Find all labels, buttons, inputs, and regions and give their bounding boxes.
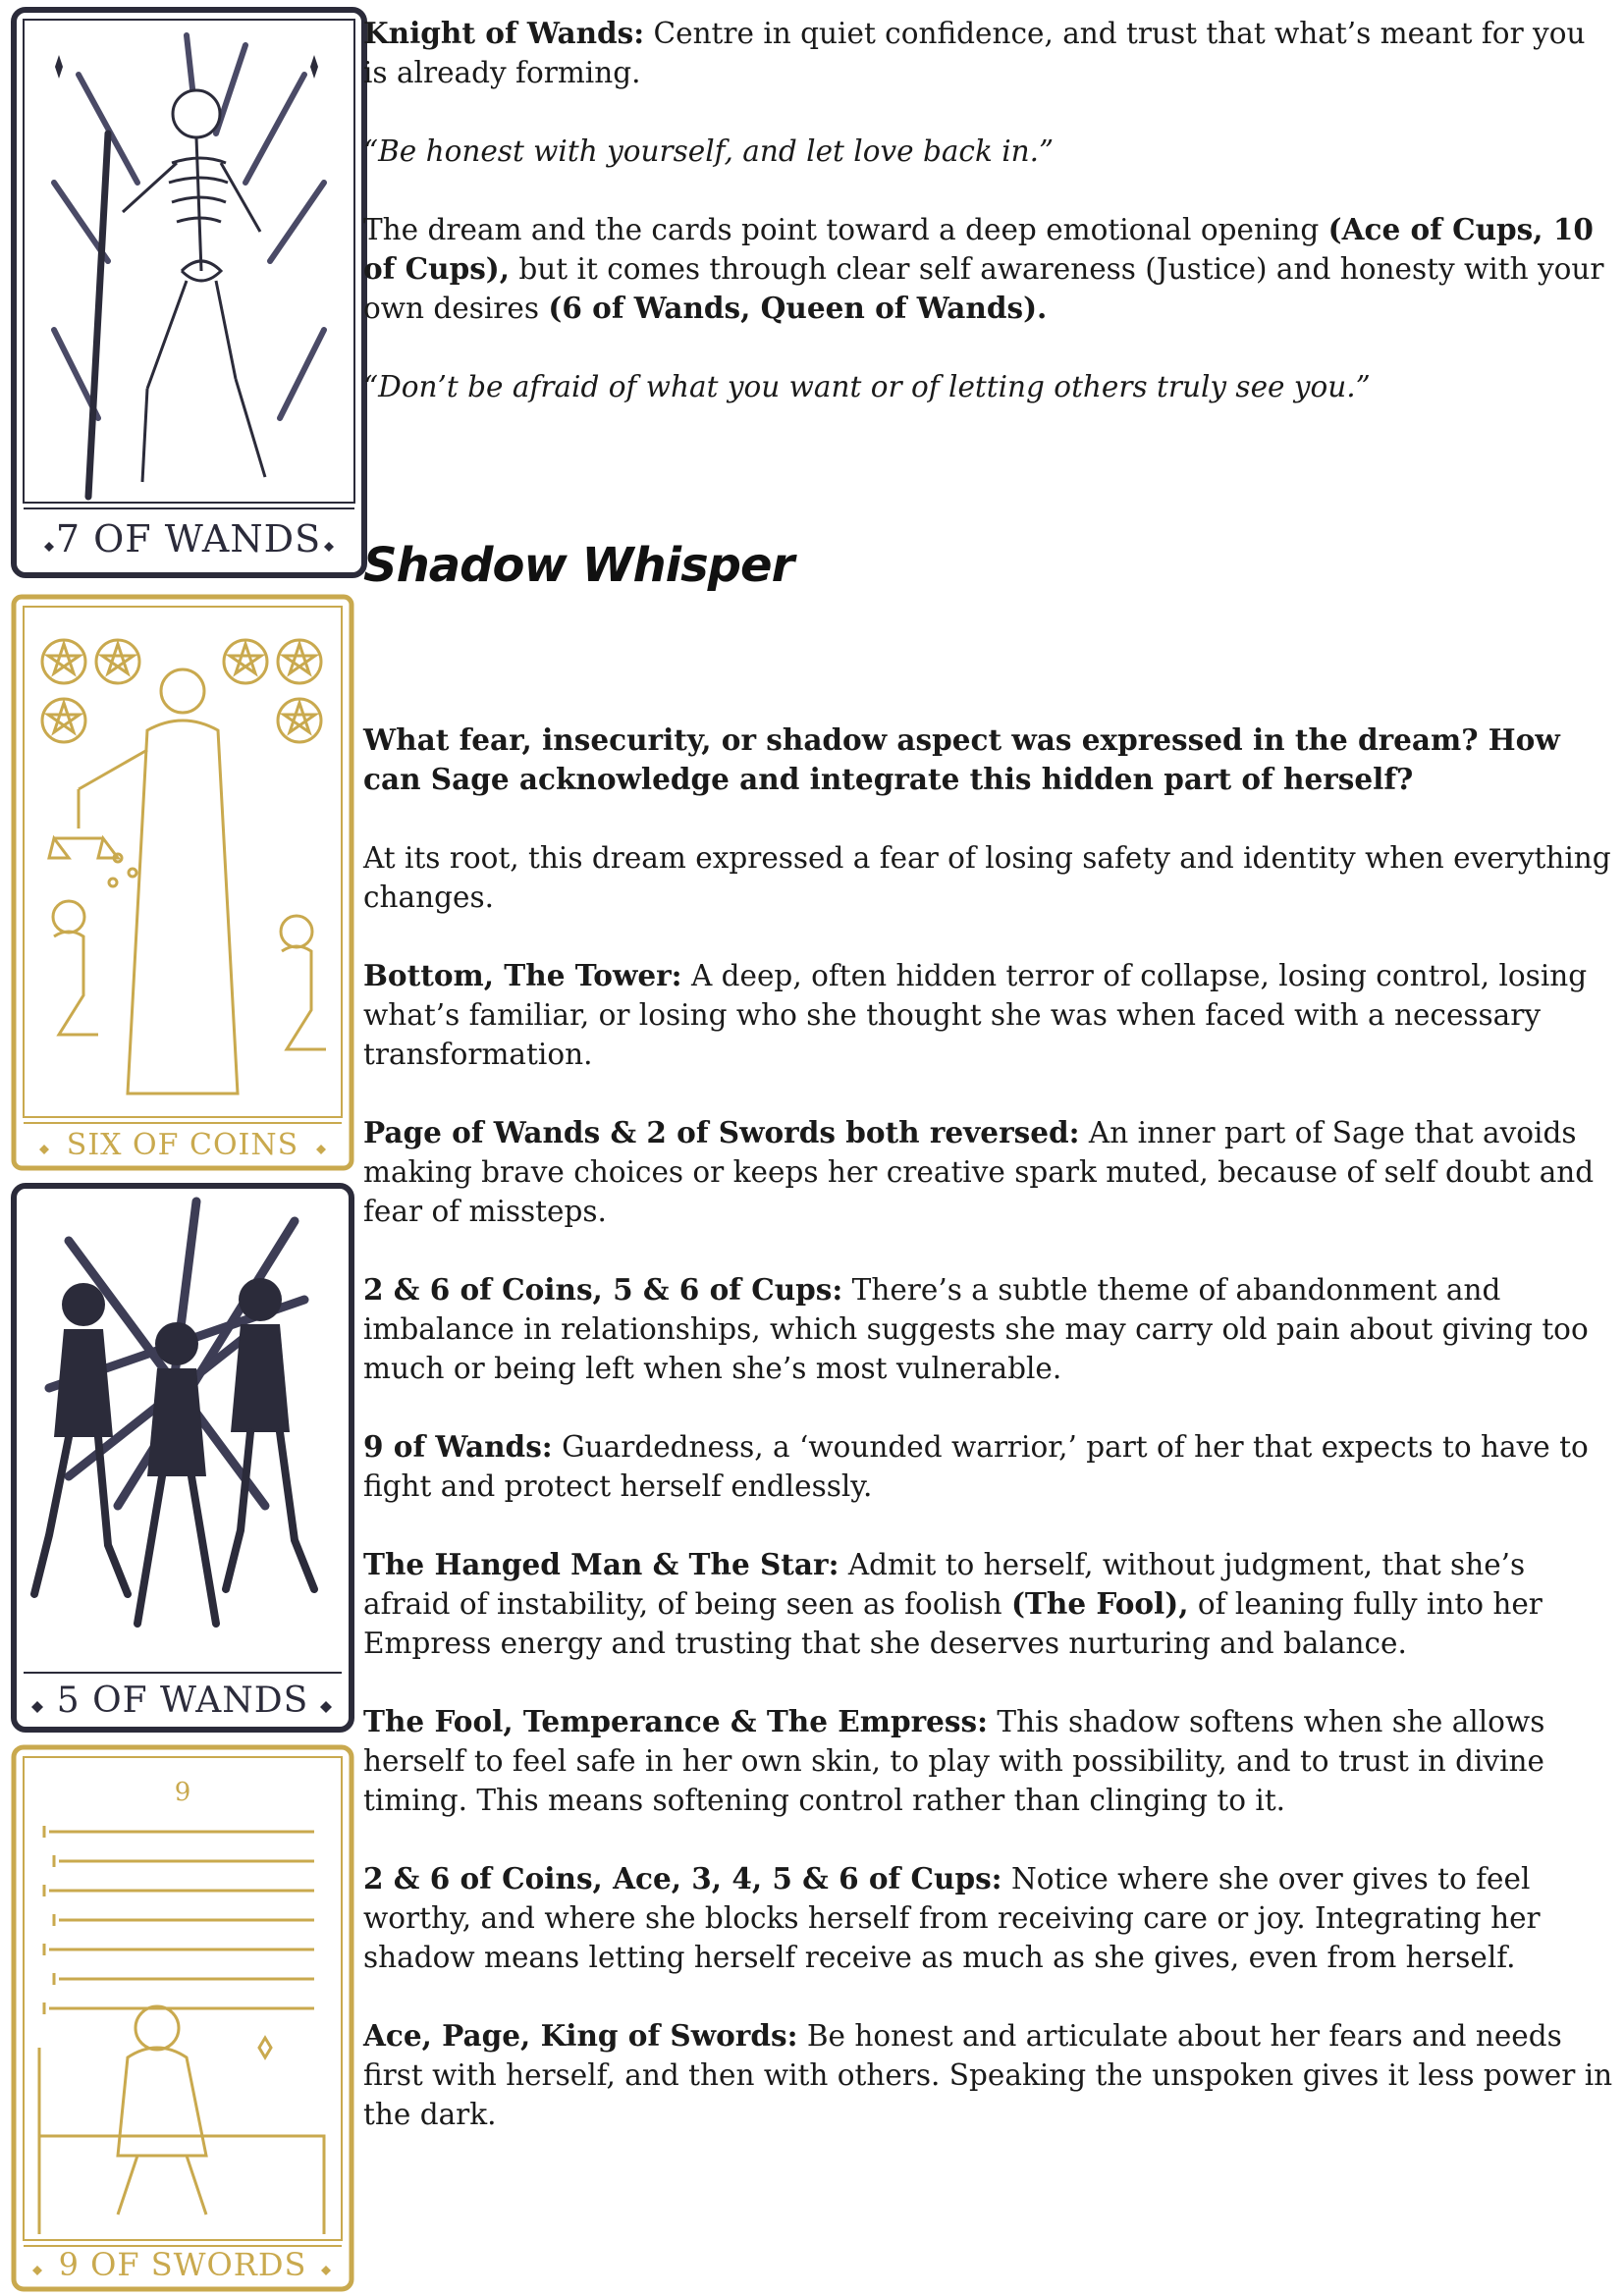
skeleton-coins-illustration	[10, 593, 355, 1172]
knight-label: Knight of Wands:	[363, 16, 645, 50]
knight-of-wands-paragraph	[363, 14, 1618, 92]
shadow-item	[363, 1113, 1618, 1231]
quote-honesty: “Be honest with yourself, and let love back in.”	[363, 134, 1055, 168]
item-text: A deep, often hidden terror of collapse, losing control, losing what’s familiar, or losing who she thought she was when faced with a necessary transformation.	[363, 959, 1588, 1071]
item-text: Guardedness, a ‘wounded warrior,’ part of her that expects to have to fight and protect herself endlessly.	[363, 1430, 1589, 1503]
item-label: The Fool, Temperance & The Empress:	[363, 1704, 989, 1738]
shadow-item	[363, 1545, 1618, 1663]
tarot-card-six-of-coins	[10, 593, 355, 1172]
shadow-item	[363, 956, 1618, 1074]
para-text-a: The dream and the cards point toward a deep emotional opening	[363, 213, 1328, 246]
para-cards-b: (6 of Wands, Queen of Wands).	[548, 291, 1048, 325]
shadow-item	[363, 1270, 1618, 1388]
shadow-item	[363, 1702, 1618, 1820]
section-title-shadow-whisper: Shadow Whisper	[363, 538, 794, 593]
shadow-item	[363, 2016, 1618, 2134]
item-label: 9 of Wands:	[363, 1429, 553, 1464]
intro-section	[363, 14, 1618, 446]
item-text: Admit to herself, without judgment, that she’s afraid of instability, of being seen as foolish	[363, 1548, 1526, 1621]
item-label: Ace, Page, King of Swords:	[363, 2018, 798, 2053]
item-text: Be honest and articulate about her fears and needs first with herself, and then with others. Speaking the unspoken gives it less power in the dark.	[363, 2019, 1613, 2131]
fighting-skeletons-illustration	[10, 1182, 355, 1734]
tarot-card-9-of-swords	[10, 1743, 355, 2293]
tarot-card-7-of-wands	[10, 6, 368, 579]
shadow-question: What fear, insecurity, or shadow aspect was expressed in the dream? How can Sage acknowledge and integrate this hidden part of herself?	[363, 722, 1560, 796]
card-label: 9 OF SWORDS	[58, 2246, 307, 2283]
item-text: There’s a subtle theme of abandonment and imbalance in relationships, which suggests she may carry old pain about giving too much or being left when she’s most vulnerable.	[363, 1273, 1589, 1385]
card-label: SIX OF COINS	[66, 1128, 299, 1162]
para-cards-a: (Ace of Cups, 10 of Cups),	[363, 212, 1594, 286]
item-text: This shadow softens when she allows herself to feel safe in her own skin, to play with possibility, and to trust in divine timing. This means softening control rather than clinging to it.	[363, 1705, 1545, 1817]
card-label: 7 OF WANDS	[55, 517, 322, 561]
emotional-opening-paragraph	[363, 210, 1618, 328]
sorrow-skeleton-illustration	[10, 1743, 355, 2293]
item-label: Bottom, The Tower:	[363, 958, 682, 992]
card-number: 9	[174, 1778, 191, 1807]
item-label-fool: (The Fool),	[1010, 1586, 1189, 1621]
tarot-card-5-of-wands	[10, 1182, 355, 1734]
item-label: The Hanged Man & The Star:	[363, 1547, 839, 1581]
item-label: Page of Wands & 2 of Swords both reversed:	[363, 1115, 1080, 1149]
card-label: 5 OF WANDS	[56, 1681, 309, 1721]
shadow-item	[363, 1427, 1618, 1506]
item-text: Notice where she over gives to feel worthy, and where she blocks herself from receiving care or joy. Integrating her shadow means letting herself receive as much as she gives, even from herself.	[363, 1862, 1541, 1974]
item-text-continued: of leaning fully into her Empress energy and trusting that she deserves nurturing and balance.	[363, 1587, 1543, 1660]
shadow-section	[363, 721, 1618, 2173]
skeleton-wands-illustration	[10, 6, 368, 579]
item-text: An inner part of Sage that avoids making brave choices or keeps her creative spark muted, because of self doubt and fear of missteps.	[363, 1116, 1595, 1228]
shadow-root-paragraph: At its root, this dream expressed a fear of losing safety and identity when everything changes.	[363, 841, 1611, 914]
shadow-item	[363, 1859, 1618, 1977]
para-text-b: but it comes through clear self awareness (Justice) and honesty with your own desires	[363, 252, 1604, 325]
knight-text: Centre in quiet confidence, and trust that what’s meant for you is already forming.	[363, 17, 1586, 89]
quote-dont-be-afraid: “Don’t be afraid of what you want or of letting others truly see you.”	[363, 370, 1371, 403]
item-label: 2 & 6 of Coins, Ace, 3, 4, 5 & 6 of Cups:	[363, 1861, 1002, 1896]
item-label: 2 & 6 of Coins, 5 & 6 of Cups:	[363, 1272, 843, 1307]
